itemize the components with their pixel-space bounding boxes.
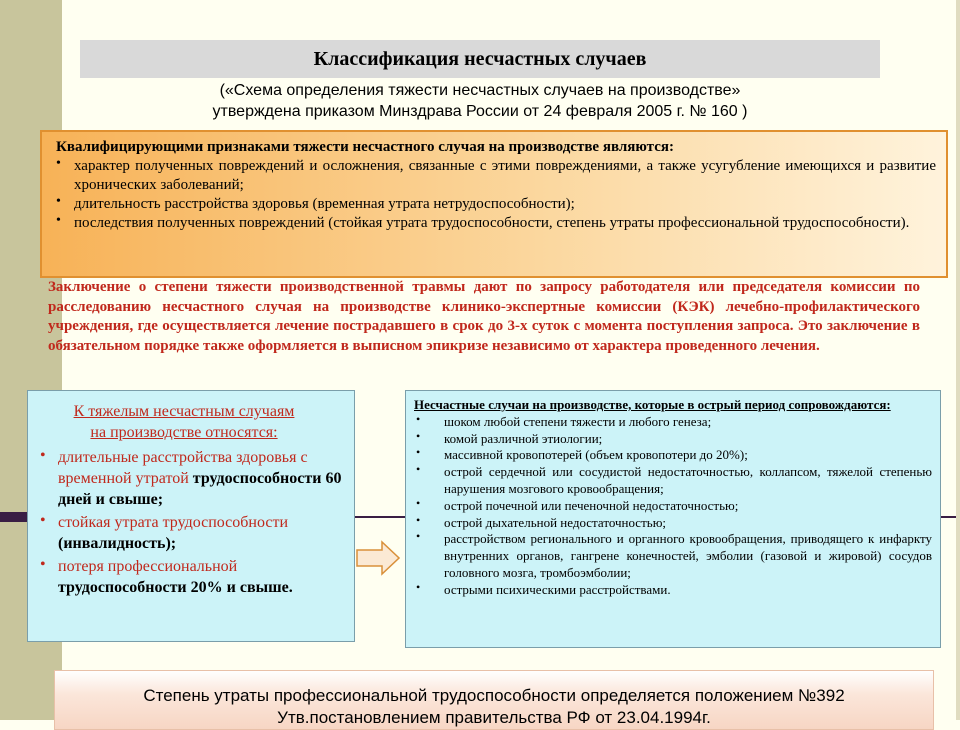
acute-case-item: • острой почечной или печеночной недостаточностью;: [414, 498, 932, 515]
right-decor-bar: [956, 0, 960, 720]
criteria-list: [52, 157, 936, 233]
acute-case-item: • острыми психическими расстройствами.: [414, 582, 932, 599]
page-title: Классификация несчастных случаев: [80, 40, 880, 78]
acute-cases-list: [414, 414, 932, 599]
severe-case-emphasis: (инвалидность);: [58, 535, 177, 552]
acute-cases-box: [405, 390, 941, 648]
criteria-item: • характер полученных повреждений и осложнения, связанные с этими повреждениями, а также усугубление имеющихся и развитие хронических заболеваний;: [52, 157, 936, 195]
arrow-right-icon: [356, 540, 400, 576]
criteria-lead: Квалифицирующими признаками тяжести несчастного случая на производстве являются:: [56, 139, 674, 155]
footer-note: [54, 670, 934, 730]
acute-case-item: • острой сердечной или сосудистой недостаточностью, коллапсом, тяжелой степенью нарушения мозгового кровообращения;: [414, 464, 932, 498]
severe-cases-heading: К тяжелым несчастным случаям на производстве относятся:: [73, 403, 295, 441]
acute-case-item: • массивной кровопотерей (объем кровопотери до 20%);: [414, 447, 932, 464]
criteria-item: • последствия полученных повреждений (стойкая утрата трудоспособности, степень утраты профессиональной трудоспособности).: [52, 214, 936, 233]
acute-case-item: • острой дыхательной недостаточностью;: [414, 515, 932, 532]
severe-cases-list: [36, 447, 342, 598]
severe-case-text: длительные расстройства здоровья с временной утратой: [58, 449, 308, 487]
acute-case-item: • расстройством регионального и органного кровообращения, приводящего к инфаркту внутренних органов, гангрене конечностей, эмболии (газовой и жировой) сосудов головного мозга, тромбоэмболии;: [414, 531, 932, 581]
subtitle: [80, 80, 880, 122]
severe-case-text: потеря профессиональной: [58, 558, 238, 575]
criteria-box: [40, 130, 948, 278]
severe-case-item: [36, 447, 342, 510]
acute-cases-heading: Несчастные случаи на производстве, которые в острый период сопровождаются:: [414, 397, 891, 412]
subtitle-line-2: утверждена приказом Минздрава России от 24 февраля 2005 г. № 160 ): [212, 103, 748, 120]
severe-case-text: стойкая утрата трудоспособности: [58, 514, 289, 531]
acute-case-item: • комой различной этиологии;: [414, 431, 932, 448]
severe-case-emphasis: трудоспособности 20% и свыше.: [58, 579, 293, 596]
acute-case-item: • шоком любой степени тяжести и любого генеза;: [414, 414, 932, 431]
severe-cases-box: [27, 390, 355, 642]
severe-case-item: [36, 512, 342, 554]
footer-line-1: Степень утраты профессиональной трудоспособности определяется положением №392: [143, 686, 845, 705]
subtitle-line-1: («Схема определения тяжести несчастных случаев на производстве»: [219, 82, 741, 99]
criteria-item: • длительность расстройства здоровья (временная утрата нетрудоспособности);: [52, 195, 936, 214]
severe-case-emphasis: трудоспособности 60 дней и свыше;: [58, 470, 342, 508]
conclusion-paragraph: Заключение о степени тяжести производственной травмы дают по запросу работодателя или председателя комиссии по расследованию несчастного случая на производстве клинико-экспертные комиссии (КЭК) лечебно-профилактического учреждения, где осуществляется лечение пострадавшего в срок до 3-х суток с момента поступления запроса. Это заключение в обязательном порядке также оформляется в выписном эпикризе независимо от характера проведенного лечения.: [48, 279, 920, 354]
severe-case-item: [36, 556, 342, 598]
footer-line-2: Утв.постановлением правительства РФ от 23.04.1994г.: [277, 708, 711, 727]
